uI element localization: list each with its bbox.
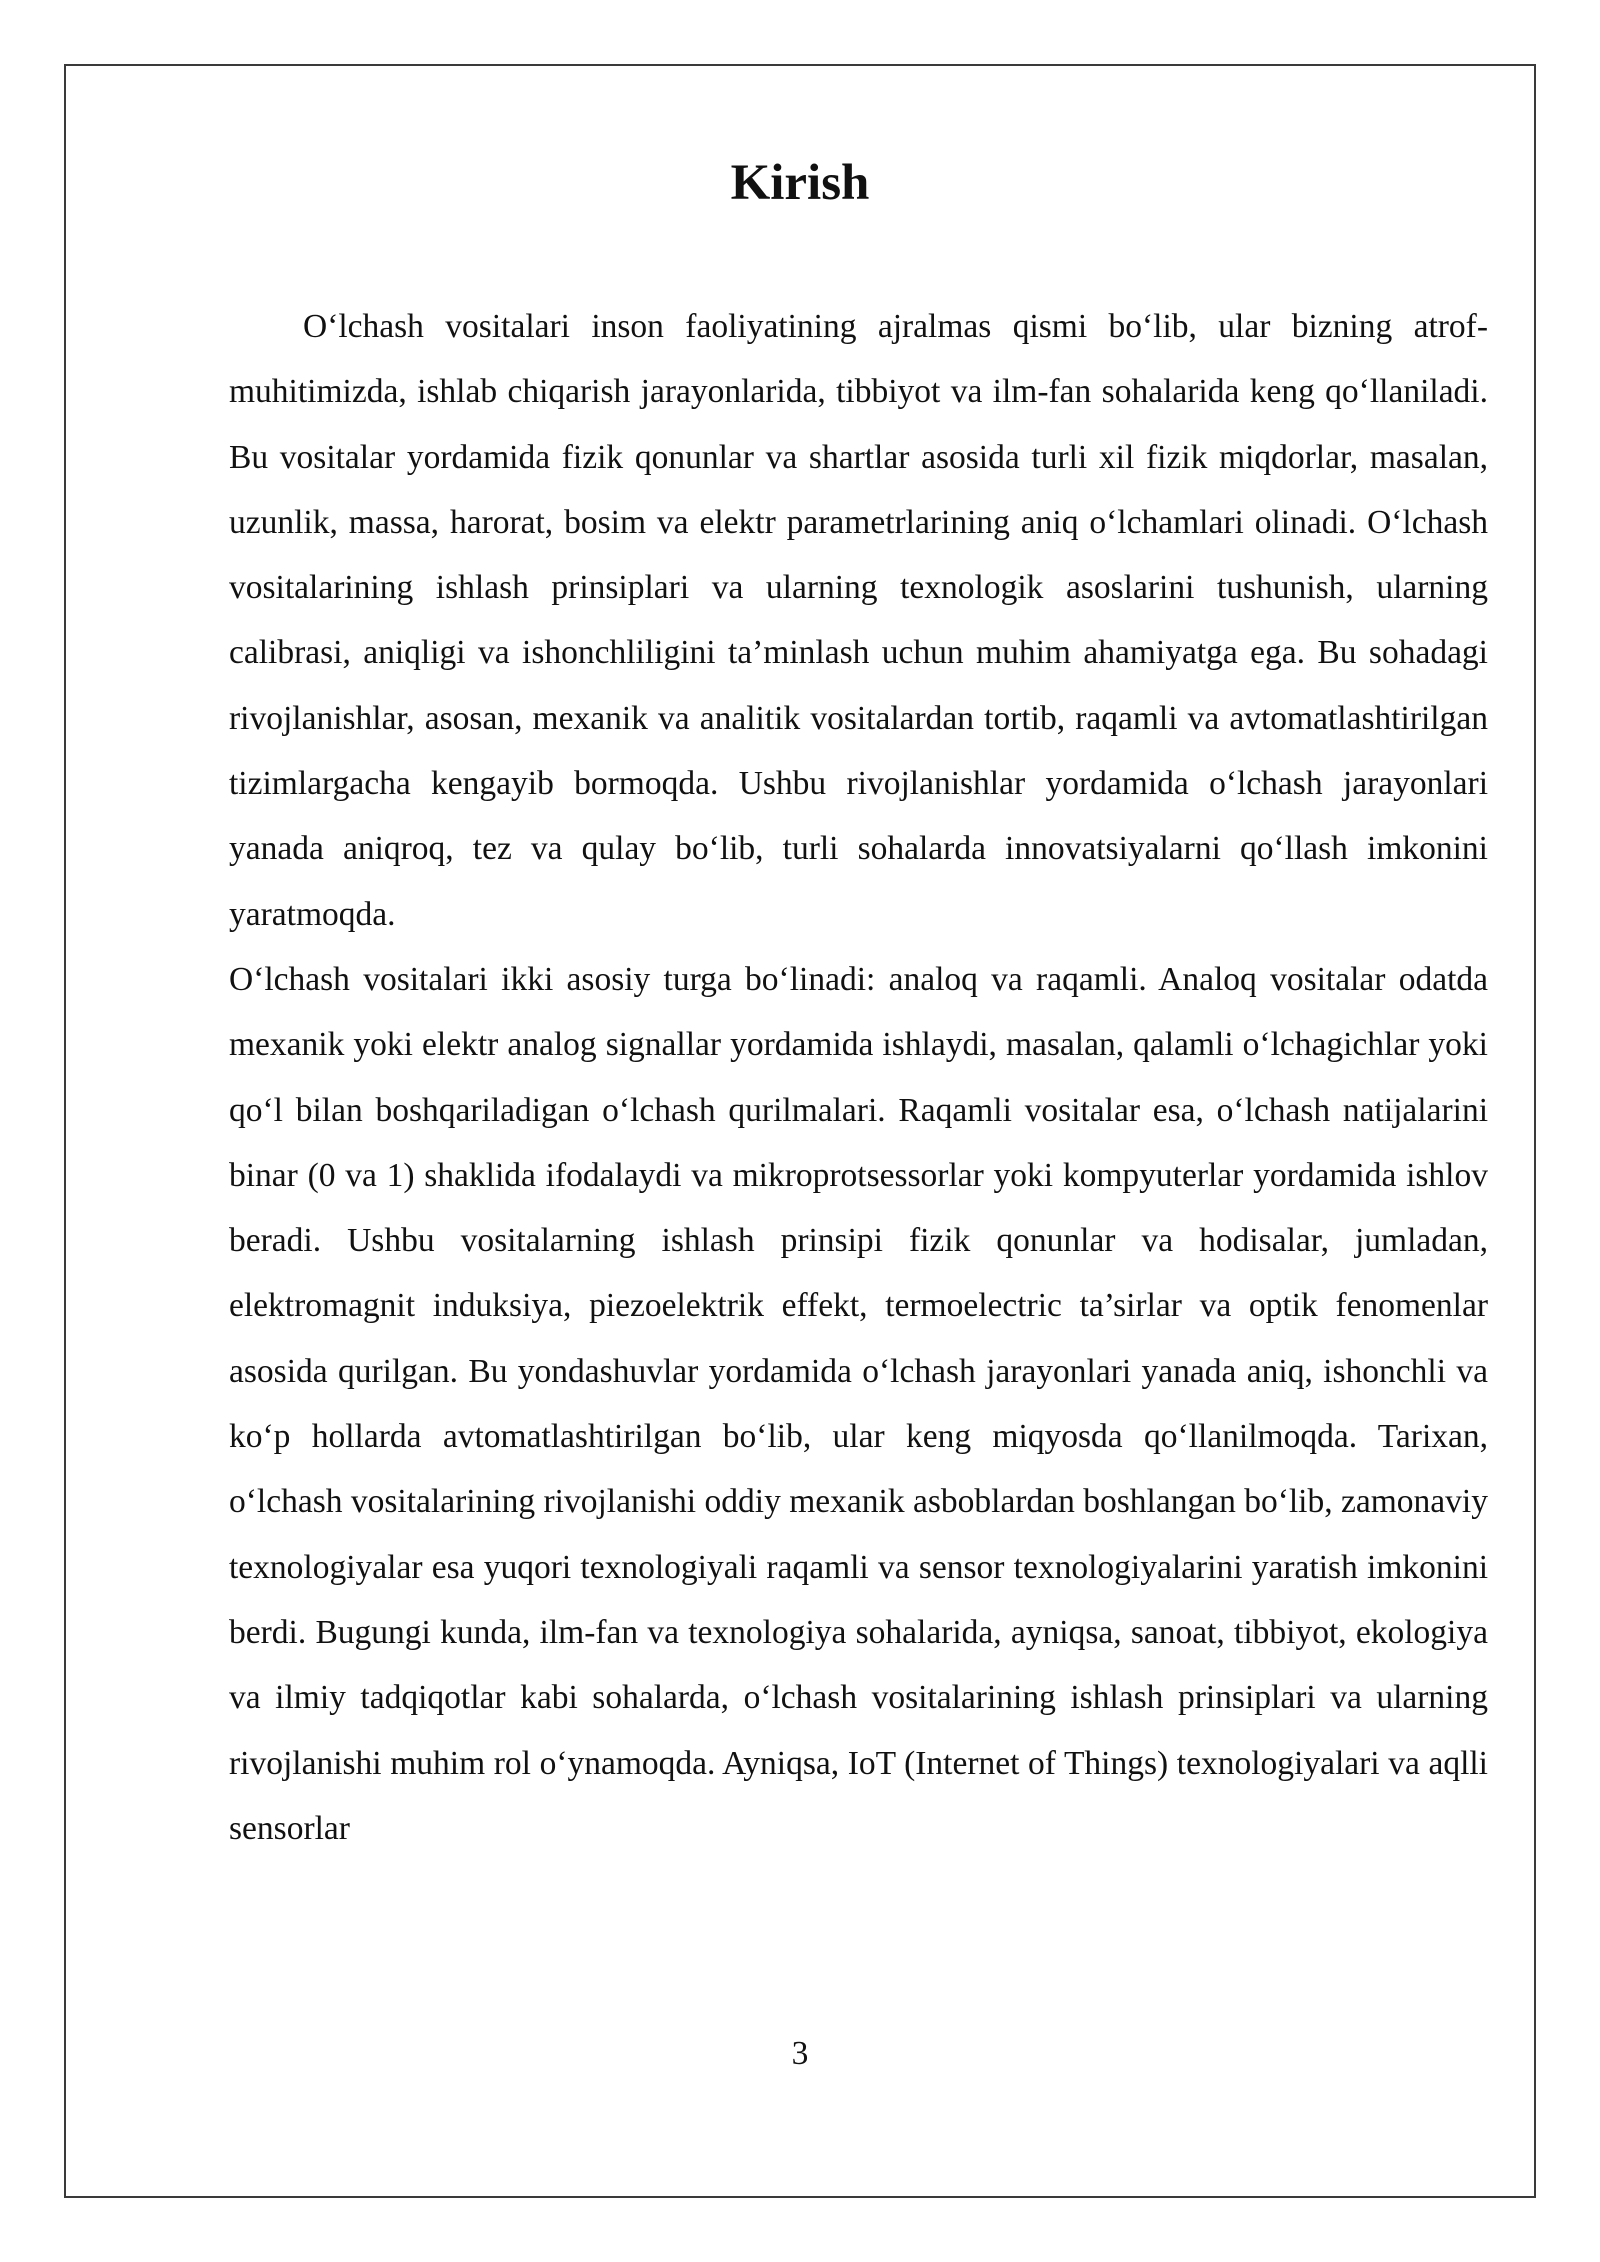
paragraph-2: O‘lchash vositalari ikki asosiy turga bo‘linadi: analoq va raqamli. Analoq vositalar odatda mexanik yoki elektr analog signallar yordamida ishlaydi, masalan, qalamli o‘lchagichlar yoki qo‘l bilan boshqariladigan o‘lchash qurilmalari. Raqamli vositalar esa, o‘lchash natijalarini binar (0 va 1) shaklida ifodalaydi va mikroprotsessorlar yoki kompyuterlar yordamida ishlov beradi. Ushbu vositalarning ishlash prinsipi fizik qonunlar va hodisalar, jumladan, elektromagnit induksiya, piezoelektrik effekt, termoelectric ta’sirlar va optik fenomenlar asosida qurilgan. Bu yondashuvlar yordamida o‘lchash jarayonlari yanada aniq, ishonchli va ko‘p hollarda avtomatlashtirilgan bo‘lib, ular keng miqyosda qo‘llanilmoqda. Tarixan, o‘lchash vositalarining rivojlanishi oddiy mexanik asboblardan boshlangan bo‘lib, zamonaviy texnologiyalar esa yuqori texnologiyali raqamli va sensor texnologiyalarini yaratish imkonini berdi. Bugungi kunda, ilm-fan va texnologiya sohalarida, ayniqsa, sanoat, tibbiyot, ekologiya va ilmiy tadqiqotlar kabi sohalarda, o‘lchash vositalarining ishlash prinsiplari va ularning rivojlanishi muhim rol o‘ynamoqda. Ayniqsa, IoT (Internet of Things) texnologiyalari va aqlli sensorlar bbox=[229, 960, 1488, 1847]
page-number: 3 bbox=[791, 2035, 809, 2072]
page-title: Kirish bbox=[730, 155, 870, 211]
document-body bbox=[229, 294, 1488, 1861]
paragraph-1: O‘lchash vositalari inson faoliyatining ajralmas qismi bo‘lib, ular bizning atrof-muhitimizda, ishlab chiqarish jarayonlarida, tibbiyot va ilm-fan sohalarida keng qo‘llaniladi. Bu vositalar yordamida fizik qonunlar va shartlar asosida turli xil fizik miqdorlar, masalan, uzunlik, massa, harorat, bosim va elektr parametrlarining aniq o‘lchamlari olinadi. O‘lchash vositalarining ishlash prinsiplari va ularning texnologik asoslarini tushunish, ularning calibrasi, aniqligi va ishonchliligini ta’minlash uchun muhim ahamiyatga ega. Bu sohadagi rivojlanishlar, asosan, mexanik va analitik vositalardan tortib, raqamli va avtomatlashtirilgan tizimlargacha kengayib bormoqda. Ushbu rivojlanishlar yordamida o‘lchash jarayonlari yanada aniqroq, tez va qulay bo‘lib, turli sohalarda innovatsiyalarni qo‘llash imkonini yaratmoqda. bbox=[229, 308, 1488, 933]
